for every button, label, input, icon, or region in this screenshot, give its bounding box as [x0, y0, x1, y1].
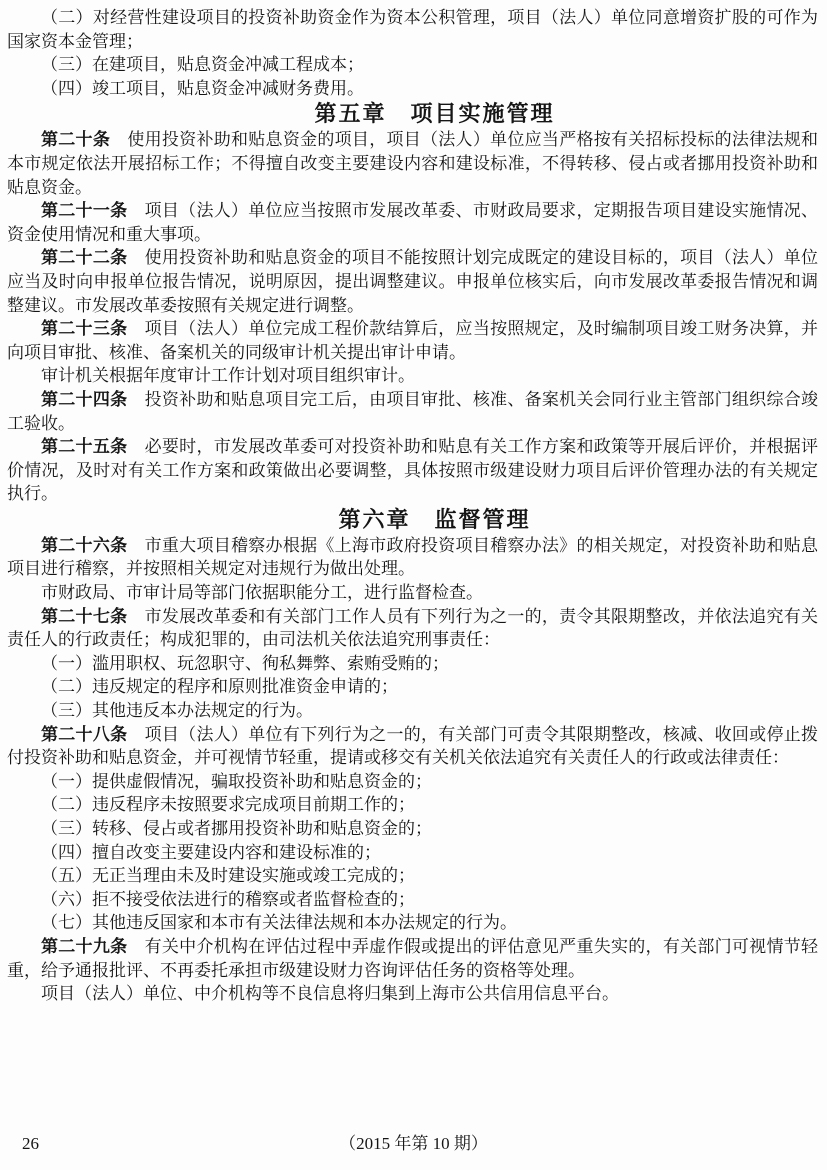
article-20-number: 第二十条 [41, 130, 128, 150]
article-24-text: 投资补助和贴息项目完工后，由项目审批、核准、备案机关会同行业主管部门组织综合竣工验收。 [7, 389, 819, 433]
article-24-number: 第二十四条 [41, 389, 145, 409]
continued-item-2: （二）对经营性建设项目的投资补助资金作为资本公积管理，项目（法人）单位同意增资扩股的可作为国家资本金管理； [7, 8, 818, 51]
article-27-item-3: （三）其他违反本办法规定的行为。 [41, 701, 313, 721]
article-27-text: 市发展改革委和有关部门工作人员有下列行为之一的，责令其限期整改，并依法追究有关责任人的行政责任；构成犯罪的，由司法机关依法追究刑事责任： [7, 606, 819, 650]
article-28-item-4: （四）擅自改变主要建设内容和建设标准的； [41, 842, 381, 862]
continued-item-3: （三）在建项目，贴息资金冲减工程成本； [41, 55, 364, 75]
page-footer [0, 1132, 827, 1156]
article-23-text: 项目（法人）单位完成工程价款结算后，应当按照规定，及时编制项目竣工财务决算，并向项目审批、核准、备案机关的同级审计机关提出审计申请。 [7, 319, 819, 362]
article-27-item-2: （二）违反规定的程序和原则批准资金申请的； [41, 677, 398, 697]
article-25 [7, 435, 818, 506]
footer-page-number: 26 [22, 1134, 39, 1153]
article-23 [7, 317, 818, 364]
article-25-number: 第二十五条 [41, 437, 145, 457]
chapter-6-heading: 第六章 监督管理 [338, 506, 531, 532]
article-26 [7, 534, 818, 581]
article-29-number: 第二十九条 [41, 936, 145, 956]
article-26-note: 市财政局、市审计局等部门依据职能分工，进行监督检查。 [41, 583, 483, 603]
article-21 [7, 199, 818, 246]
continued-item-4: （四）竣工项目，贴息资金冲减财务费用。 [41, 78, 364, 98]
article-28-item-3: （三）转移、侵占或者挪用投资补助和贴息资金的； [41, 819, 432, 838]
chapter-5-heading: 第五章 项目实施管理 [314, 101, 555, 127]
article-29-text: 有关中介机构在评估过程中弄虚作假或提出的评估意见严重失实的，有关部门可视情节轻重，给予通报批评、不再委托承担市级建设财力咨询评估任务的资格等处理。 [7, 936, 819, 980]
article-26-number: 第二十六条 [41, 535, 145, 555]
article-22 [7, 246, 818, 317]
article-21-number: 第二十一条 [41, 201, 145, 221]
article-29 [7, 935, 818, 982]
article-22-number: 第二十二条 [41, 248, 145, 268]
article-28-item-5: （五）无正当理由未及时建设实施或竣工完成的； [41, 866, 415, 886]
article-28-item-7: （七）其他违反国家和本市有关法律法规和本办法规定的行为。 [41, 913, 517, 933]
article-27-number: 第二十七条 [41, 606, 145, 626]
article-25-text: 必要时，市发展改革委可对投资补助和贴息有关工作方案和政策等开展后评价，并根据评价情况，及时对有关工作方案和政策做出必要调整，具体按照市级建设财力项目后评价管理办法的有关规定执行。 [7, 437, 819, 504]
article-28 [7, 723, 818, 770]
article-27 [7, 605, 818, 652]
article-26-text: 市重大项目稽察办根据《上海市政府投资项目稽察办法》的相关规定，对投资补助和贴息项目进行稽察，并按照相关规定对违规行为做出处理。 [7, 535, 819, 579]
article-28-item-2: （二）违反程序未按照要求完成项目前期工作的； [41, 795, 415, 815]
article-20-text: 使用投资补助和贴息资金的项目，项目（法人）单位应当严格按有关招标投标的法律法规和本市规定依法开展招标工作；不得擅自改变主要建设内容和建设标准，不得转移、侵占或者挪用投资补助和贴息资金。 [7, 130, 819, 197]
article-23-note: 审计机关根据年度审计工作计划对项目组织审计。 [41, 366, 415, 386]
article-21-text: 项目（法人）单位应当按照市发展改革委、市财政局要求，定期报告项目建设实施情况、资金使用情况和重大事项。 [7, 201, 819, 244]
article-28-item-6: （六）拒不接受依法进行的稽察或者监督检查的； [41, 889, 415, 909]
article-28-number: 第二十八条 [41, 724, 145, 744]
article-22-text: 使用投资补助和贴息资金的项目不能按照计划完成既定的建设目标的，项目（法人）单位应当及时向申报单位报告情况，说明原因，提出调整建议。申报单位核实后，向市发展改革委报告情况和调整建议。市发展改革委按照有关规定进行调整。 [7, 248, 819, 315]
footer-issue-label: （2015 年第 10 期） [339, 1134, 488, 1153]
article-28-item-1: （一）提供虚假情况，骗取投资补助和贴息资金的； [41, 771, 432, 791]
article-28-text: 项目（法人）单位有下列行为之一的，有关部门可责令其限期整改，核减、收回或停止拨付投资补助和贴息资金，并可视情节轻重，提请或移交有关机关依法追究有关责任人的行政或法律责任： [7, 724, 819, 768]
article-29-note: 项目（法人）单位、中介机构等不良信息将归集到上海市公共信用信息平台。 [41, 984, 619, 1004]
article-27-item-1: （一）滥用职权、玩忽职守、徇私舞弊、索贿受贿的； [41, 653, 449, 673]
article-24 [7, 388, 818, 435]
article-20 [7, 128, 818, 199]
article-23-number: 第二十三条 [41, 319, 145, 339]
